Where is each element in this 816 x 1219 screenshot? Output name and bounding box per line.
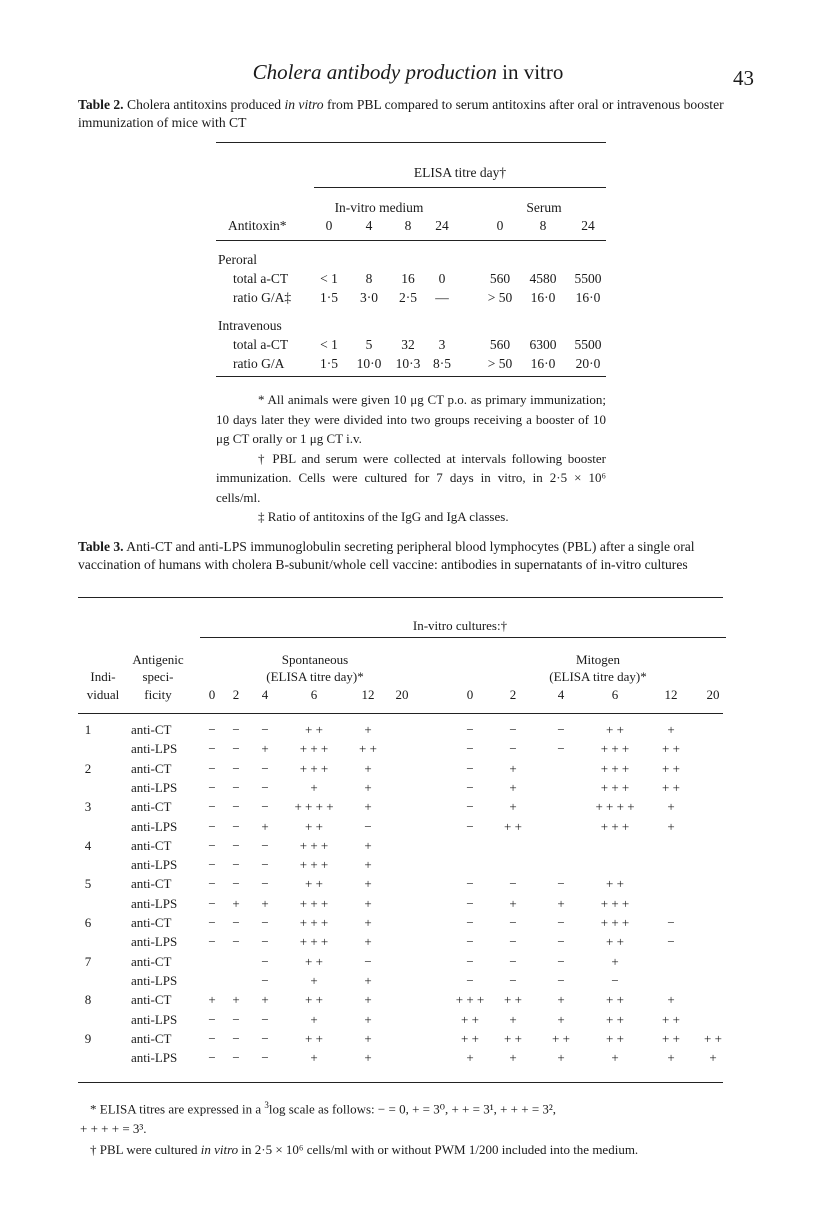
table3-spont-day-header: 20: [395, 687, 409, 702]
table2-cell: 3: [438, 337, 446, 352]
table3-spont-cell: + +: [305, 992, 323, 1008]
table3-mitogen-cell: + +: [552, 1030, 570, 1046]
table2-cell: 16·0: [530, 290, 556, 305]
table2-note-1: * All animals were given 10 μg CT p.o. as primary immunization; 10 days later they were divided into two groups receiving a booster of 10 μg CT orally or 1 μg CT i.v.: [216, 392, 606, 446]
table2-cell: 16: [401, 271, 415, 286]
page-number: 43: [733, 66, 754, 90]
table2-row-label: total a-CT: [233, 271, 289, 286]
table2-cell: —: [435, 290, 449, 305]
table3-spont-cell: −: [232, 876, 240, 892]
table3-mitogen-cell: + +: [662, 1011, 680, 1027]
table3-mitogen-cell: −: [557, 934, 565, 950]
table3-specificity: anti-CT: [131, 722, 172, 737]
table3-mitogen-cell: +: [509, 760, 517, 776]
table3-individual: 1: [84, 722, 92, 737]
table3-specificity: anti-LPS: [131, 1011, 178, 1027]
table3-mitogen-cell: −: [509, 876, 517, 892]
table3-spont-cell: −: [261, 1050, 269, 1066]
table3-mitogen-cell: −: [509, 722, 517, 737]
table3-mitogen-cell: + +: [662, 760, 680, 776]
table3-specificity: anti-CT: [131, 837, 172, 853]
table2-cell: 20·0: [575, 356, 601, 371]
table3-spont-cell: −: [261, 837, 269, 853]
table2-cell: > 50: [487, 290, 513, 305]
table3-spont-cell: −: [208, 934, 216, 950]
table3-spont-cell: −: [232, 915, 240, 930]
table3-spont-cell: +: [232, 992, 240, 1008]
table3-mitogen-cell: +: [466, 1050, 474, 1066]
table3-mitogen-cell: +: [611, 1050, 619, 1066]
table3-spont-cell: −: [364, 818, 372, 834]
table3-spont-cell: +: [261, 895, 269, 911]
table3-mitogen-cell: −: [466, 818, 474, 834]
table2-cell: 3·0: [360, 290, 378, 305]
table3-group-spontaneous: (ELISA titre day)*: [266, 669, 364, 684]
table2-cell: 5500: [574, 271, 602, 286]
table3-spont-cell: +: [364, 992, 372, 1008]
table2-day-header: 4: [365, 218, 373, 233]
table3-mitogen-cell: +: [667, 722, 675, 737]
table3-mitogen-cell: +: [667, 818, 675, 834]
table3-mitogen-cell: +: [557, 1050, 565, 1066]
table3-spont-cell: −: [208, 915, 216, 930]
table3-col-individual: Indi-: [90, 669, 116, 684]
table3-group-mitogen: (ELISA titre day)*: [549, 669, 647, 684]
table3-individual: 5: [84, 876, 92, 892]
table3-bottom-rule: [78, 1082, 723, 1083]
table2-cell: 560: [489, 271, 511, 286]
table3-mitogen-cell: + +: [606, 876, 624, 892]
table3-mitogen-cell: + +: [504, 818, 522, 834]
table3-mitogen-cell: + +: [461, 1030, 479, 1046]
table2-notes: [216, 390, 606, 527]
table3-spont-cell: + + +: [299, 934, 329, 950]
table2-caption: Table 2. Cholera antitoxins produced in vitro from PBL compared to serum antitoxins after oral or intravenous booster immunization of mice with CT: [78, 97, 724, 130]
table3-spont-cell: −: [208, 760, 216, 776]
table3-spont-cell: −: [261, 1030, 269, 1046]
table3-mitogen-cell: −: [466, 876, 474, 892]
table3-individual: 2: [84, 760, 92, 776]
table3-mitogen-cell: +: [667, 1050, 675, 1066]
table3-mitogen-cell: −: [509, 741, 517, 757]
table3-spont-cell: +: [310, 1050, 318, 1066]
table3-spont-cell: −: [364, 953, 372, 969]
table2-day-header: 24: [581, 218, 595, 233]
table2-top-rule: [216, 142, 606, 143]
table3-spont-day-header: 12: [361, 687, 375, 702]
table3-spont-cell: +: [364, 915, 372, 930]
table3-group-mitogen: Mitogen: [575, 652, 621, 667]
table3-spont-cell: −: [261, 953, 269, 969]
table3-mitogen-cell: + +: [606, 1011, 624, 1027]
table2-day-header: 0: [496, 218, 504, 233]
table3-spont-cell: −: [208, 1030, 216, 1046]
table2-super-header: ELISA titre day†: [413, 165, 507, 180]
table3-spont-cell: −: [261, 934, 269, 950]
table3-mitogen-cell: −: [509, 953, 517, 969]
table3-spont-cell: +: [310, 779, 318, 795]
table2-cell: 5: [365, 337, 373, 352]
table3-mitogen-cell: +: [509, 779, 517, 795]
table3-mitogen-cell: −: [509, 915, 517, 930]
table3-spont-day-header: 2: [232, 687, 240, 702]
table3-specificity: anti-CT: [131, 876, 172, 892]
table3-spont-cell: −: [208, 1050, 216, 1066]
table3-spont-cell: + + +: [299, 741, 329, 757]
table3-spont-cell: + +: [305, 876, 323, 892]
table3-spont-cell: −: [261, 876, 269, 892]
table3-mitogen-day-header: 12: [664, 687, 678, 702]
table3-spont-cell: −: [232, 1030, 240, 1046]
table3-spont-cell: + +: [305, 953, 323, 969]
table3-mitogen-cell: +: [509, 895, 517, 911]
table3-spont-cell: −: [208, 741, 216, 757]
table2-cell: > 50: [487, 356, 513, 371]
table3-mitogen-cell: −: [466, 799, 474, 815]
table3-mitogen-cell: + + +: [600, 760, 630, 776]
table3-spont-cell: −: [261, 915, 269, 930]
table3-mitogen-cell: + + +: [600, 779, 630, 795]
table3-spont-cell: +: [261, 992, 269, 1008]
table3-spont-day-header: 0: [208, 687, 216, 702]
table3-mitogen-cell: −: [466, 722, 474, 737]
table2-cell: < 1: [320, 271, 338, 286]
table3-mitogen-cell: −: [667, 915, 675, 930]
table3-mitogen-cell: + +: [504, 992, 522, 1008]
table2-cell: 16·0: [575, 290, 601, 305]
table3-individual: 3: [84, 799, 92, 815]
table2-cell: 2·5: [399, 290, 417, 305]
table3-specificity: anti-LPS: [131, 779, 178, 795]
table2-cell: < 1: [320, 337, 338, 352]
table3-col-antigenic: Antigenic: [132, 652, 184, 667]
table3-individual: 7: [84, 953, 92, 969]
table3-note-1-cont: + + + + = 3³.: [80, 1120, 147, 1136]
table3-spont-cell: −: [208, 818, 216, 834]
table2-row-label: ratio G/A: [233, 356, 285, 371]
table3-specificity: anti-LPS: [131, 934, 178, 950]
table3-spont-cell: + + +: [299, 895, 329, 911]
table2-cell: 10·3: [395, 356, 421, 371]
table3-mitogen-cell: + +: [606, 1030, 624, 1046]
table3-specificity: anti-CT: [131, 1030, 172, 1046]
table3-specificity: anti-CT: [131, 992, 172, 1008]
table3-mitogen-cell: +: [557, 992, 565, 1008]
table3-mitogen-cell: + +: [662, 779, 680, 795]
table2-cell: 8·5: [433, 356, 451, 371]
table3-mitogen-cell: −: [557, 972, 565, 988]
table3-spont-cell: +: [261, 741, 269, 757]
table2-group-invitro: In-vitro medium: [334, 200, 424, 215]
table2-bottom-rule: [216, 376, 606, 377]
table2-col-antitoxin: Antitoxin*: [228, 218, 287, 233]
table3-mitogen-cell: −: [466, 915, 474, 930]
table2-note-2: † PBL and serum were collected at intervals following booster immunization. Cells were cultured for 7 days in vitro, in 2·5 × 10⁶ cells/ml.: [216, 450, 606, 505]
table3-mitogen-cell: −: [466, 895, 474, 911]
table2-group-serum: Serum: [526, 200, 562, 215]
table3-individual: 6: [84, 915, 92, 930]
table3-mitogen-cell: −: [557, 876, 565, 892]
table3-spont-cell: −: [232, 1050, 240, 1066]
table3-mitogen-cell: +: [667, 992, 675, 1008]
table3-spont-cell: + +: [305, 722, 323, 737]
table3-mitogen-cell: +: [509, 1050, 517, 1066]
table3-mitogen-cell: + + +: [600, 741, 630, 757]
table3-mitogen-cell: −: [466, 760, 474, 776]
table3-mitogen-cell: + + +: [600, 915, 630, 930]
table3-mitogen-cell: −: [466, 953, 474, 969]
table3-spont-cell: +: [364, 1011, 372, 1027]
table3-spont-cell: −: [261, 1011, 269, 1027]
table3-spont-cell: +: [364, 857, 372, 873]
table3-spont-cell: −: [208, 876, 216, 892]
table2-cell: 10·0: [356, 356, 382, 371]
table3-mitogen-cell: +: [557, 895, 565, 911]
table3-spont-cell: +: [261, 818, 269, 834]
table3-mitogen-day-header: 20: [706, 687, 720, 702]
table3-spont-cell: +: [364, 1050, 372, 1066]
table3-individual: 8: [84, 992, 92, 1008]
table2-note-3: ‡ Ratio of antitoxins of the IgG and IgA classes.: [258, 509, 509, 524]
table3-mitogen-cell: −: [466, 741, 474, 757]
table3-note-1: * ELISA titres are expressed in a $^3$log scale as follows: − = 0, + = 3⁰, + + = 3¹, + + + = 3²,: [90, 1100, 557, 1117]
table3-specificity: anti-LPS: [131, 857, 178, 873]
table3-mitogen-cell: + +: [461, 1011, 479, 1027]
table3-spont-cell: +: [364, 779, 372, 795]
table3-mitogen-cell: −: [466, 934, 474, 950]
table3-specificity: anti-CT: [131, 915, 172, 930]
table3-mitogen-cell: + +: [606, 722, 624, 737]
table2-cell: 5500: [574, 337, 602, 352]
table3-mitogen-cell: + +: [606, 934, 624, 950]
table2-row-label: total a-CT: [233, 337, 289, 352]
table3-mitogen-cell: −: [509, 972, 517, 988]
table3-mitogen-cell: −: [509, 934, 517, 950]
table3-spont-cell: + +: [305, 1030, 323, 1046]
running-title: Cholera antibody production in vitro: [252, 60, 564, 84]
table3-label: Table 3.: [78, 539, 124, 554]
table3-spont-cell: −: [232, 818, 240, 834]
table3-mitogen-cell: + +: [606, 992, 624, 1008]
table3-spont-cell: + + +: [299, 857, 329, 873]
table3-notes: [80, 1096, 740, 1160]
table3-spont-cell: −: [232, 741, 240, 757]
table3-specificity: anti-LPS: [131, 741, 178, 757]
table2-cell: 560: [489, 337, 511, 352]
table2-day-header: 8: [539, 218, 547, 233]
table3-spont-cell: +: [208, 992, 216, 1008]
table3-mitogen-cell: +: [509, 799, 517, 815]
table3-spont-cell: −: [208, 1011, 216, 1027]
table2-day-header: 0: [325, 218, 333, 233]
table3-spont-cell: −: [208, 837, 216, 853]
table3-mitogen-cell: + + +: [600, 818, 630, 834]
table3-mitogen-cell: + + + +: [595, 799, 635, 815]
table3-spont-cell: +: [364, 799, 372, 815]
table3-spont-cell: −: [232, 1011, 240, 1027]
table3-spont-cell: + +: [359, 741, 377, 757]
table3-spont-cell: −: [208, 799, 216, 815]
table3-mitogen-cell: −: [557, 741, 565, 757]
table3-spont-cell: + + +: [299, 837, 329, 853]
running-title-em: in vitro: [502, 60, 564, 84]
table3-mitogen-cell: +: [709, 1050, 717, 1066]
table3-spont-cell: −: [261, 779, 269, 795]
table2-cell: 0: [438, 271, 446, 286]
table3-mitogen-cell: + +: [504, 1030, 522, 1046]
table3-mitogen-cell: −: [667, 934, 675, 950]
table3-mitogen-cell: −: [466, 779, 474, 795]
table3-mitogen-cell: −: [466, 972, 474, 988]
table2-label: Table 2.: [78, 97, 124, 112]
table2-cell: 1·5: [320, 290, 338, 305]
table3-spont-cell: +: [364, 934, 372, 950]
table2-day-header: 8: [404, 218, 412, 233]
table3-mitogen-cell: + +: [662, 741, 680, 757]
table3-mitogen-day-header: 0: [466, 687, 474, 702]
table2-cell: 1·5: [320, 356, 338, 371]
table3-mitogen-cell: −: [611, 972, 619, 988]
table3-mitogen-cell: + + +: [600, 895, 630, 911]
table3-spont-cell: + +: [305, 818, 323, 834]
table2-cell: 6300: [529, 337, 557, 352]
table3-spont-cell: −: [208, 895, 216, 911]
table3-mitogen-cell: + +: [662, 1030, 680, 1046]
table3-mitogen-cell: +: [557, 1011, 565, 1027]
table3-spont-cell: −: [261, 799, 269, 815]
table3-spont-cell: −: [208, 779, 216, 795]
table3-spont-cell: +: [364, 760, 372, 776]
table3-top-rule: [78, 597, 723, 598]
table3-spont-cell: −: [261, 760, 269, 776]
table3-individual: 9: [84, 1030, 92, 1046]
table3-mitogen-cell: + + +: [455, 992, 485, 1008]
table3-spont-cell: +: [364, 837, 372, 853]
table2-cell: 8: [365, 271, 373, 286]
table3-spont-cell: −: [232, 722, 240, 737]
table2-section-label: Peroral: [218, 252, 257, 267]
table3-group-spontaneous: Spontaneous: [281, 652, 349, 667]
table3-spont-cell: −: [232, 799, 240, 815]
table3-specificity: anti-CT: [131, 799, 172, 815]
table3-spont-cell: +: [310, 1011, 318, 1027]
table3-mitogen-day-header: 2: [509, 687, 517, 702]
table3-spont-cell: + + + +: [294, 799, 334, 815]
table3-specificity: anti-LPS: [131, 1050, 178, 1066]
table3-note-2: † PBL were cultured in vitro in 2·5 × 10⁶ cells/ml with or without PWM 1/200 included into the medium.: [90, 1142, 639, 1158]
table3-mitogen-cell: −: [557, 722, 565, 737]
table3-col-individual: vidual: [86, 687, 120, 702]
table2-day-header: 24: [435, 218, 449, 233]
table3-spont-cell: −: [232, 837, 240, 853]
table3-mitogen-cell: +: [509, 1011, 517, 1027]
table3-spont-cell: −: [261, 857, 269, 873]
table3-spont-cell: + + +: [299, 915, 329, 930]
table2-cell: 4580: [529, 271, 557, 286]
table2-cell: 32: [401, 337, 415, 352]
table3-spont-cell: −: [261, 972, 269, 988]
table3-mitogen-cell: −: [557, 953, 565, 969]
table3-spont-cell: +: [364, 876, 372, 892]
table3-spont-cell: +: [364, 895, 372, 911]
table3-individual: 4: [84, 837, 92, 853]
table3-super-rule: [200, 637, 726, 638]
table3-specificity: anti-CT: [131, 953, 172, 969]
table3-spont-day-header: 4: [261, 687, 269, 702]
table3-mitogen-day-header: 6: [611, 687, 619, 702]
table3-header-rule: [78, 713, 723, 714]
table2-row-label: ratio G/A‡: [233, 290, 292, 305]
table3-specificity: anti-LPS: [131, 895, 178, 911]
table3-spont-cell: −: [208, 857, 216, 873]
table3-col-antigenic: ficity: [144, 687, 172, 702]
table2-cell: 16·0: [530, 356, 556, 371]
table3-spont-cell: + + +: [299, 760, 329, 776]
table3-col-antigenic: speci-: [142, 669, 174, 684]
table3-specificity: anti-CT: [131, 760, 172, 776]
table3-specificity: anti-LPS: [131, 972, 178, 988]
table3-mitogen-day-header: 4: [557, 687, 565, 702]
table3-spont-cell: −: [208, 722, 216, 737]
table3-spont-cell: +: [364, 1030, 372, 1046]
table2-section-label: Intravenous: [218, 318, 282, 333]
table3-mitogen-cell: + +: [704, 1030, 722, 1046]
table3-mitogen-cell: +: [667, 799, 675, 815]
table3-spont-cell: +: [364, 972, 372, 988]
table3-spont-cell: −: [232, 934, 240, 950]
table2-header-rule: [216, 240, 606, 241]
table3-caption: Table 3. Anti-CT and anti-LPS immunoglobulin secreting peripheral blood lymphocytes (PBL) after a single oral vaccination of humans with cholera B-subunit/whole cell vaccine: antibodies in supernatants of in-vitro cultures: [78, 539, 695, 572]
table3-mitogen-cell: +: [611, 953, 619, 969]
table3-mitogen-cell: −: [557, 915, 565, 930]
table2-super-rule: [314, 187, 606, 188]
table3-spont-day-header: 6: [310, 687, 318, 702]
table3-spont-cell: −: [232, 779, 240, 795]
table3-spont-cell: +: [310, 972, 318, 988]
table3-spont-cell: −: [232, 760, 240, 776]
table3-spont-cell: +: [364, 722, 372, 737]
table3-spont-cell: +: [232, 895, 240, 911]
table3-specificity: anti-LPS: [131, 818, 178, 834]
table3-spont-cell: −: [232, 857, 240, 873]
table3-spont-cell: −: [261, 722, 269, 737]
table3-super-header: In-vitro cultures:†: [412, 618, 508, 633]
